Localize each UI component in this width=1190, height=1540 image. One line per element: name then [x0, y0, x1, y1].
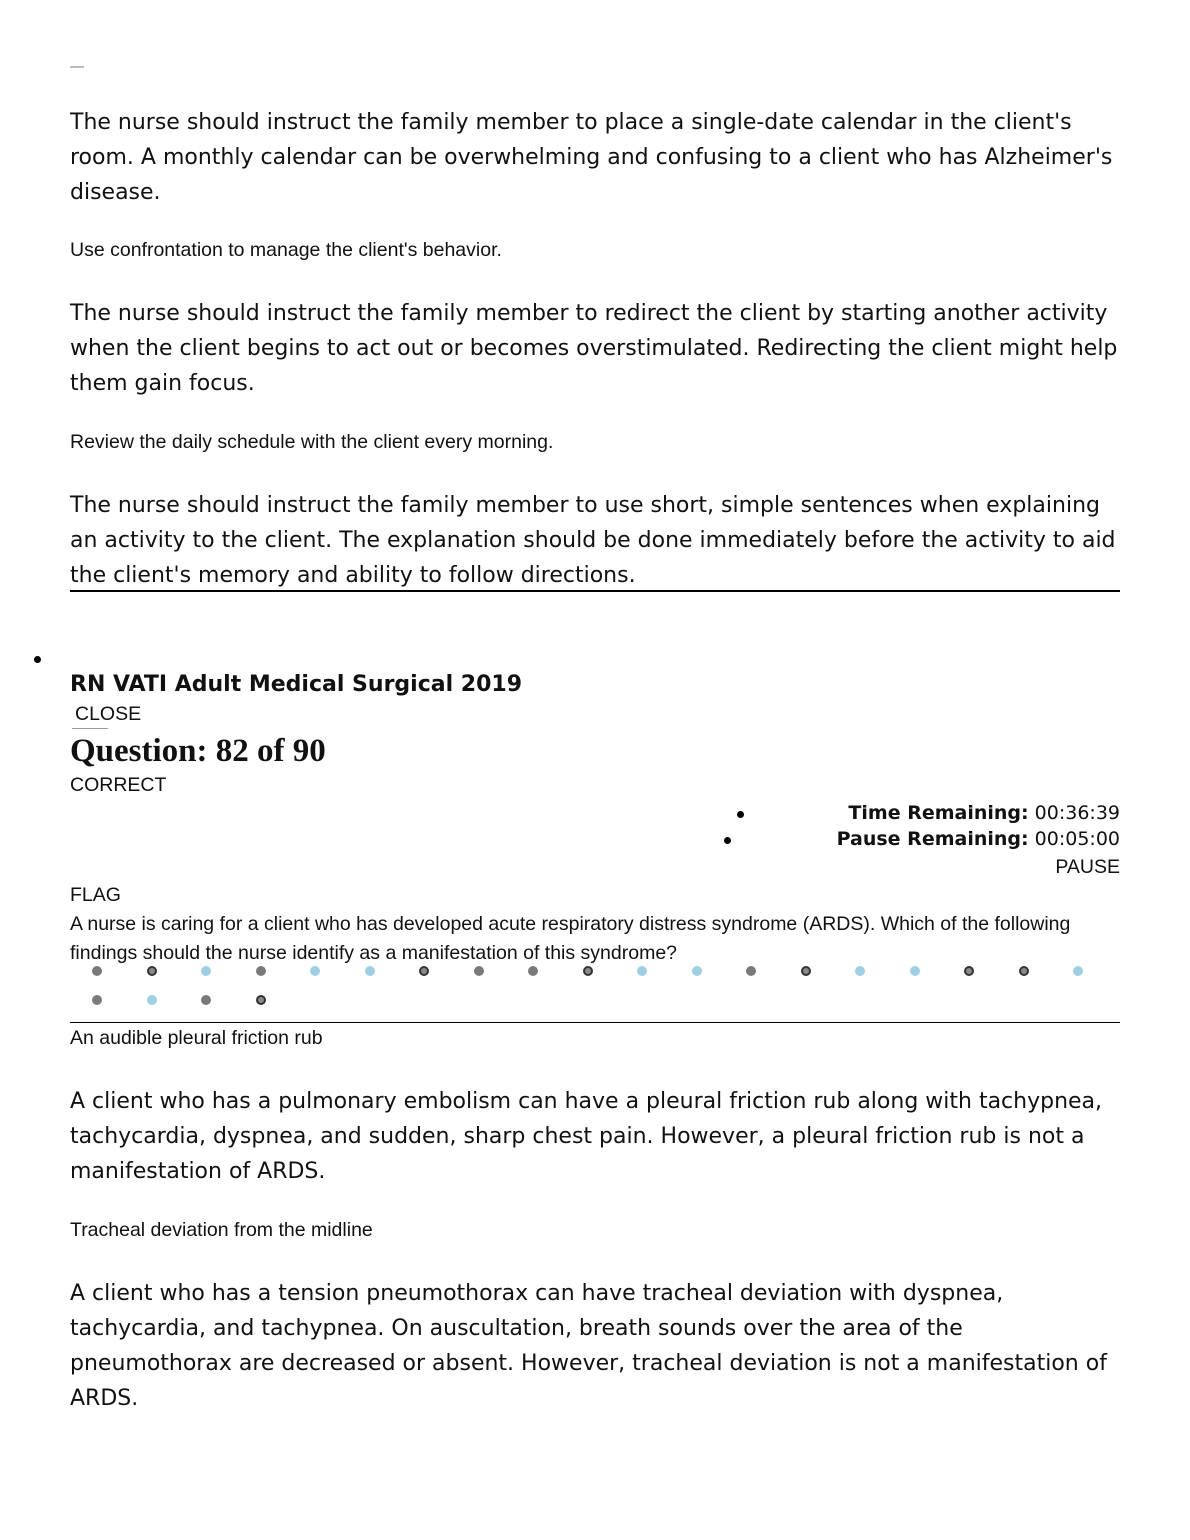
tiny-logo-mark: [70, 66, 84, 68]
question-nav-dot[interactable]: [692, 966, 702, 976]
question-nav-dot[interactable]: [801, 966, 811, 976]
answer-rationale-1: A client who has a pulmonary embolism can have a pleural friction rub along with tachypnea, tachycardia, dyspnea, and sudden, sharp chest pain. However, a pleural friction rub is not a manifestation of ARDS.: [70, 1089, 1103, 1184]
question-nav-dot[interactable]: [419, 966, 429, 976]
answers-divider: [70, 1022, 1120, 1023]
question-nav-dot[interactable]: [1073, 966, 1083, 976]
time-remaining: [848, 802, 1120, 824]
question-nav-dot[interactable]: [910, 966, 920, 976]
question-nav-dot[interactable]: [365, 966, 375, 976]
question-nav-dot[interactable]: [201, 966, 211, 976]
answer-option-b[interactable]: Review the daily schedule with the client every morning.: [70, 431, 554, 453]
time-remaining-value: 00:36:39: [1034, 802, 1120, 824]
flag-button[interactable]: FLAG: [70, 884, 121, 906]
timer-bullet-2: [724, 837, 731, 844]
question-nav-dot[interactable]: [528, 966, 538, 976]
pause-button[interactable]: PAUSE: [1055, 856, 1120, 878]
question-nav-dot[interactable]: [92, 966, 102, 976]
question-nav-dot[interactable]: [637, 966, 647, 976]
question-counter: Question: 82 of 90: [70, 733, 326, 769]
question-nav-dot[interactable]: [256, 966, 266, 976]
result-status: CORRECT: [70, 774, 167, 796]
answer-option-2[interactable]: Tracheal deviation from the midline: [70, 1219, 373, 1241]
pause-remaining-label: Pause Remaining:: [836, 828, 1029, 850]
time-remaining-label: Time Remaining:: [848, 802, 1029, 824]
question-nav-dot[interactable]: [147, 995, 157, 1005]
pause-remaining: [837, 828, 1120, 850]
question-nav-dot[interactable]: [92, 995, 102, 1005]
answer-option-1[interactable]: An audible pleural friction rub: [70, 1027, 323, 1049]
question-nav-dot[interactable]: [256, 995, 266, 1005]
rationale-text-1: The nurse should instruct the family member to place a single-date calendar in the client's room. A monthly calendar can be overwhelming and confusing to a client who has Alzheimer's disease.: [70, 110, 1113, 205]
question-stem: A nurse is caring for a client who has developed acute respiratory distress syndrome (ARDS). Which of the following findings should the nurse identify as a manifestation of this syndrome?: [70, 913, 1071, 964]
list-bullet: [34, 656, 41, 663]
question-nav-dot[interactable]: [746, 966, 756, 976]
question-nav-dot[interactable]: [201, 995, 211, 1005]
question-nav-dot[interactable]: [964, 966, 974, 976]
answer-option-a[interactable]: Use confrontation to manage the client's behavior.: [70, 239, 502, 261]
question-nav-dot[interactable]: [147, 966, 157, 976]
question-nav-dot[interactable]: [1019, 966, 1029, 976]
question-nav-dot[interactable]: [310, 966, 320, 976]
rationale-text-2: The nurse should instruct the family member to redirect the client by starting another activity when the client begins to act out or becomes overstimulated. Redirecting the client might help them gain focus.: [70, 301, 1118, 396]
rationale-text-3: The nurse should instruct the family member to use short, simple sentences when explaining an activity to the client. The explanation should be done immediately before the activity to aid the client's memory and ability to follow directions.: [70, 493, 1116, 588]
question-nav-dot[interactable]: [855, 966, 865, 976]
question-nav-dot[interactable]: [474, 966, 484, 976]
timer-bullet-1: [737, 811, 744, 818]
section-divider: [70, 590, 1120, 592]
question-nav-dot[interactable]: [583, 966, 593, 976]
close-underline: [72, 728, 108, 729]
exam-title: RN VATI Adult Medical Surgical 2019: [70, 672, 523, 697]
answer-rationale-2: A client who has a tension pneumothorax can have tracheal deviation with dyspnea, tachycardia, and tachypnea. On auscultation, breath sounds over the area of the pneumothorax are decreased or absent. However, tracheal deviation is not a manifestation of ARDS.: [70, 1281, 1107, 1411]
pause-remaining-value: 00:05:00: [1034, 828, 1120, 850]
close-button[interactable]: CLOSE: [75, 703, 142, 725]
